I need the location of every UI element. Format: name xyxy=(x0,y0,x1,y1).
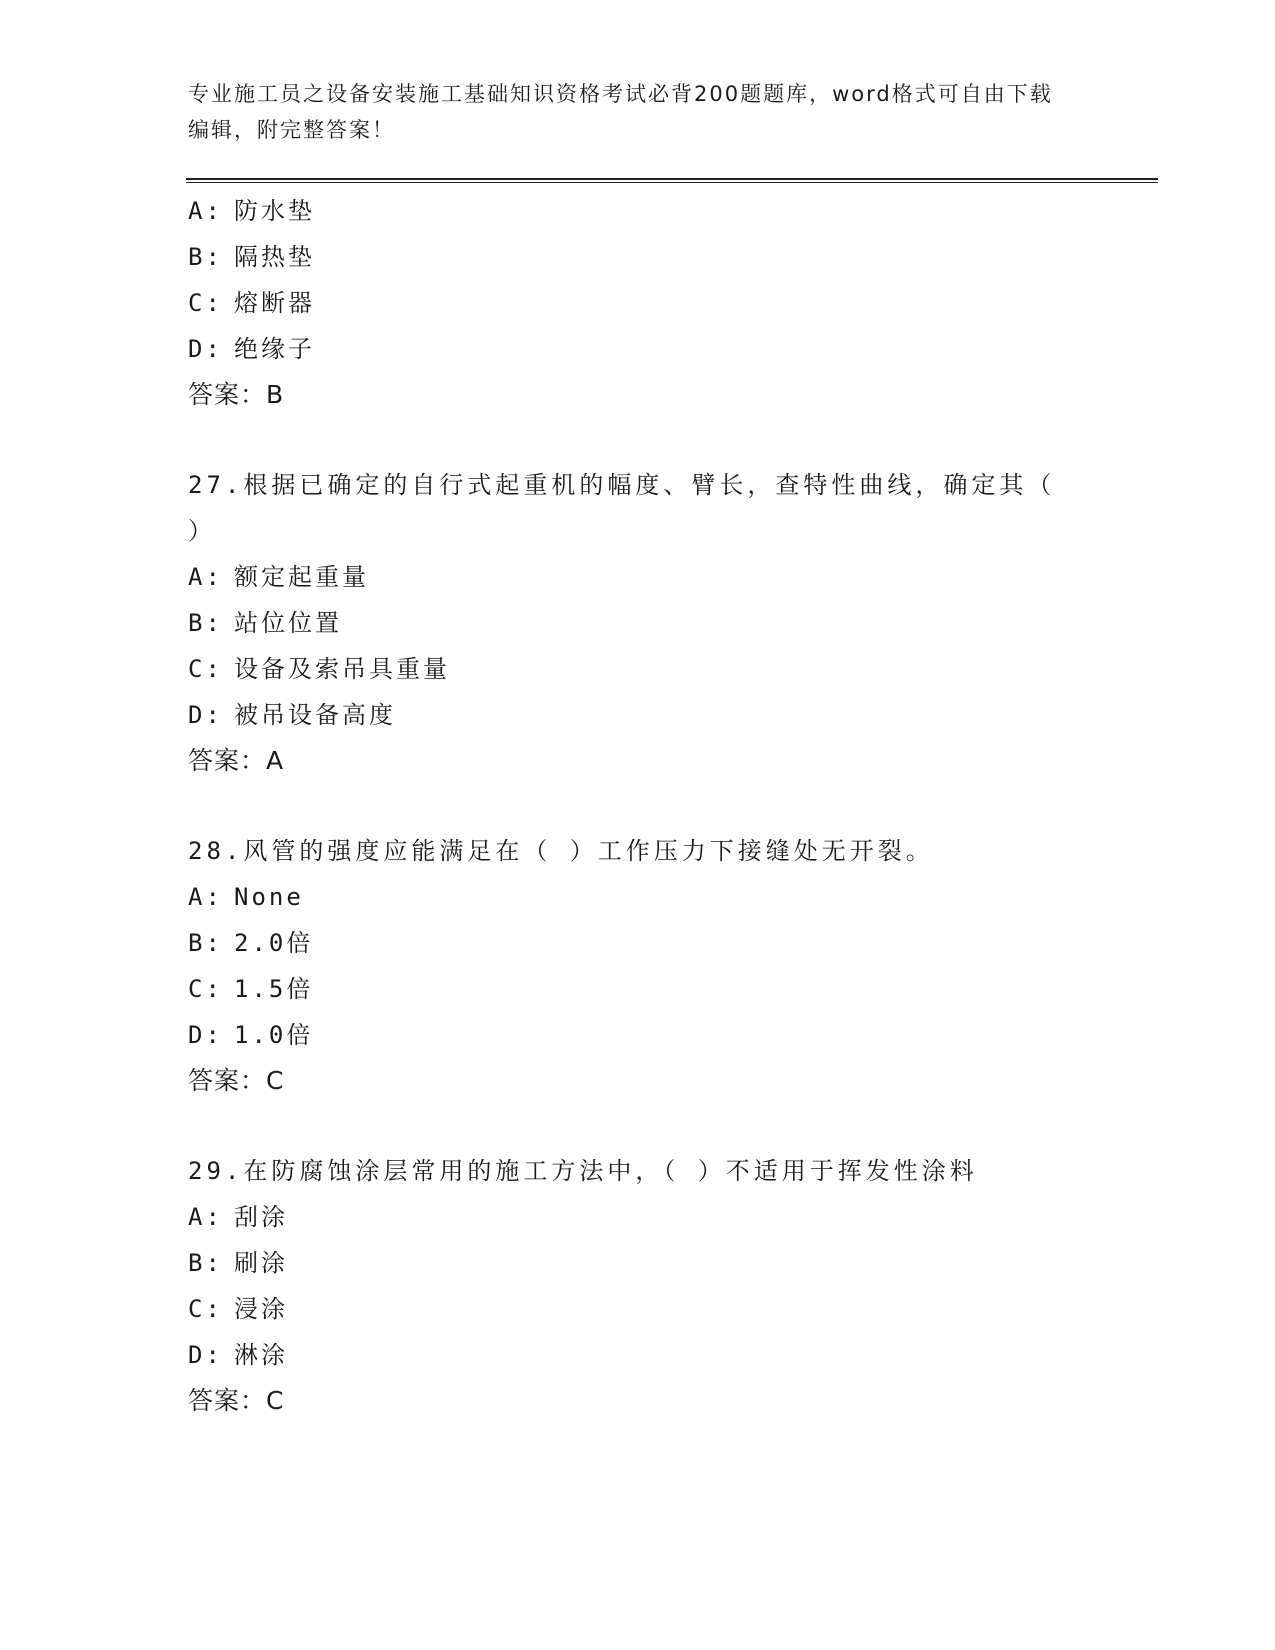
question-27-block xyxy=(188,462,1068,784)
option-key: D: xyxy=(188,1341,223,1369)
option-key: B: xyxy=(188,929,223,957)
question-26-block xyxy=(188,188,1068,418)
question-text: 27.根据已确定的自行式起重机的幅度、臂长，查特性曲线，确定其（ ） xyxy=(188,471,1056,545)
header-divider xyxy=(186,178,1158,183)
option-d xyxy=(188,326,1068,372)
answer-line: 答案：C xyxy=(188,1066,285,1095)
document-header: 专业施工员之设备安装施工基础知识资格考试必背200题题库，word格式可自由下载编辑，附完整答案！ xyxy=(188,82,1053,142)
option-text: 刮涂 xyxy=(234,1203,288,1231)
option-key: C: xyxy=(188,655,223,683)
option-a xyxy=(188,1194,1068,1240)
option-key: A: xyxy=(188,563,223,591)
option-b xyxy=(188,1240,1068,1286)
option-c xyxy=(188,646,1068,692)
option-text: 1.5倍 xyxy=(234,975,314,1003)
option-text: 被吊设备高度 xyxy=(234,701,396,729)
answer-line: 答案：A xyxy=(188,746,285,775)
option-text: 隔热垫 xyxy=(234,243,315,271)
option-key: C: xyxy=(188,975,223,1003)
answer-line: 答案：C xyxy=(188,1386,285,1415)
question-text: 29.在防腐蚀涂层常用的施工方法中，（ ）不适用于挥发性涂料 xyxy=(188,1157,978,1185)
option-text: 1.0倍 xyxy=(234,1021,314,1049)
option-text: 淋涂 xyxy=(234,1341,288,1369)
option-text: 额定起重量 xyxy=(234,563,369,591)
question-text: 28.风管的强度应能满足在（ ）工作压力下接缝处无开裂。 xyxy=(188,837,934,865)
option-key: A: xyxy=(188,197,223,225)
option-d xyxy=(188,1012,1068,1058)
option-key: B: xyxy=(188,243,223,271)
option-text: 2.0倍 xyxy=(234,929,314,957)
option-d xyxy=(188,1332,1068,1378)
option-text: 站位位置 xyxy=(234,609,342,637)
answer-line: 答案：B xyxy=(188,380,285,409)
option-text: None xyxy=(234,883,304,911)
question-list xyxy=(188,188,1068,1424)
document-page xyxy=(188,0,1158,1650)
option-text: 浸涂 xyxy=(234,1295,288,1323)
option-key: B: xyxy=(188,609,223,637)
option-b xyxy=(188,600,1068,646)
option-key: A: xyxy=(188,1203,223,1231)
option-text: 刷涂 xyxy=(234,1249,288,1277)
option-text: 熔断器 xyxy=(234,289,315,317)
option-a xyxy=(188,188,1068,234)
option-key: D: xyxy=(188,1021,223,1049)
option-key: B: xyxy=(188,1249,223,1277)
option-d xyxy=(188,692,1068,738)
option-b xyxy=(188,920,1068,966)
option-c xyxy=(188,966,1068,1012)
option-a xyxy=(188,554,1068,600)
question-28-block xyxy=(188,828,1068,1104)
option-key: D: xyxy=(188,701,223,729)
option-text: 设备及索吊具重量 xyxy=(234,655,450,683)
option-text: 绝缘子 xyxy=(234,335,315,363)
question-29-block xyxy=(188,1148,1068,1424)
option-key: C: xyxy=(188,1295,223,1323)
option-text: 防水垫 xyxy=(234,197,315,225)
option-b xyxy=(188,234,1068,280)
option-key: A: xyxy=(188,883,223,911)
option-c xyxy=(188,1286,1068,1332)
option-c xyxy=(188,280,1068,326)
option-a xyxy=(188,874,1068,920)
option-key: D: xyxy=(188,335,223,363)
option-key: C: xyxy=(188,289,223,317)
